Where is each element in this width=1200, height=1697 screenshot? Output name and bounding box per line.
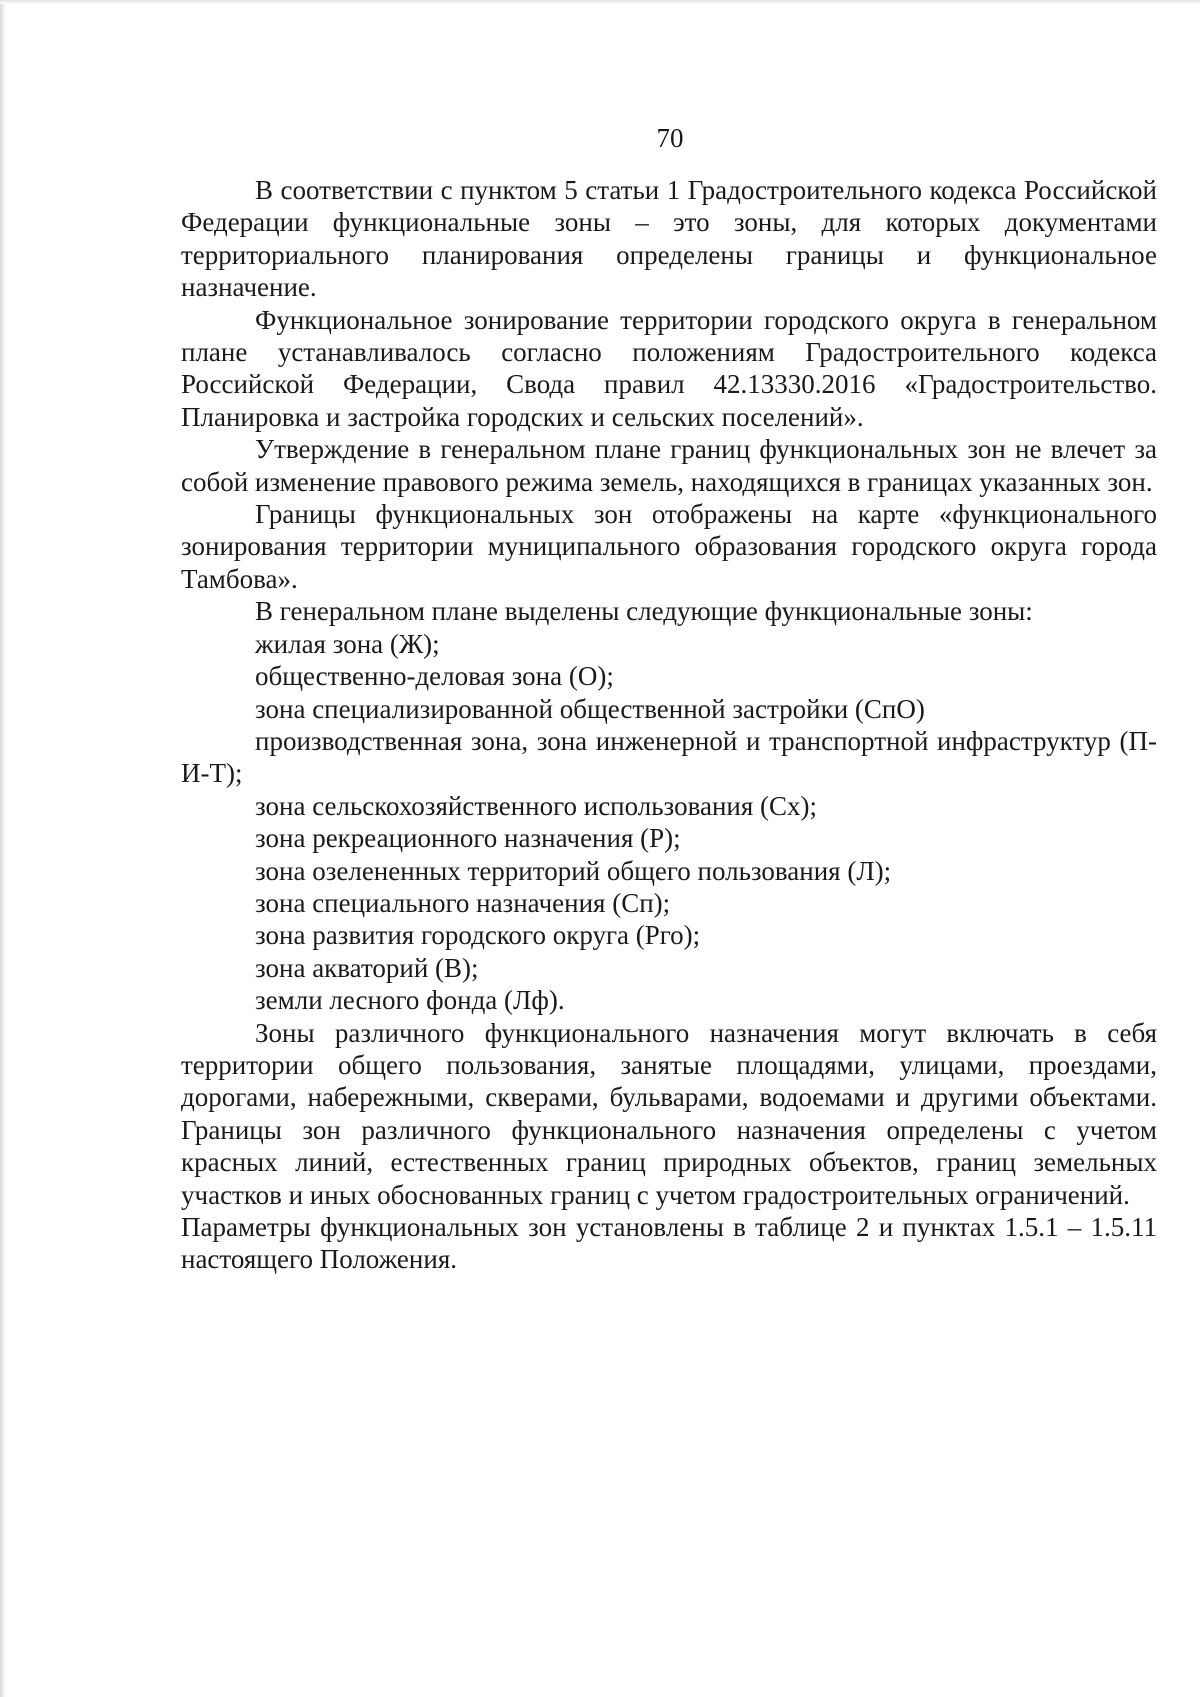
paragraph-map-reference: Границы функциональных зон отображены на карте «функционального зонирования территории муниципального образования городского округа города Тамбова». bbox=[181, 499, 1157, 594]
list-item: зона акваторий (В); bbox=[255, 952, 479, 983]
zones-list bbox=[181, 628, 1157, 1017]
list-item: зона специализированной общественной застройки (СпО) bbox=[255, 693, 925, 724]
scan-edge-top bbox=[0, 0, 1200, 4]
list-item: земли лесного фонда (Лф). bbox=[255, 985, 565, 1016]
list-item: жилая зона (Ж); bbox=[255, 628, 440, 659]
paragraph-definition: В соответствии с пунктом 5 статьи 1 Градостроительного кодекса Российской Федерации функциональные зоны – это зоны, для которых документами территориального планирования определены границы и функциональное назначение. bbox=[181, 175, 1157, 303]
page-number: 70 bbox=[656, 123, 684, 153]
list-item: зона развития городского округа (Рго); bbox=[255, 920, 701, 951]
list-item: зона рекреационного назначения (Р); bbox=[255, 823, 681, 854]
paragraph-zone-contents: Зоны различного функционального назначения могут включать в себя территории общего пользования, занятые площадями, улицами, проездами, дорогами, набережными, скверами, бульварами, водоемами и другими объектами. Границы зон различного функционального назначения определены с учетом красных линий, естественных границ природных объектов, границ земельных участков и иных обоснованных границ с учетом градостроительных ограничений. bbox=[181, 1017, 1157, 1210]
list-item: зона озелененных территорий общего пользования (Л); bbox=[255, 855, 892, 886]
list-item: зона специального назначения (Сп); bbox=[255, 887, 671, 918]
paragraph-zone-parameters: Параметры функциональных зон установлены в таблице 2 и пунктах 1.5.1 – 1.5.11 настоящего Положения. bbox=[181, 1212, 1157, 1275]
document-body bbox=[181, 174, 1157, 1276]
paragraph-zones-intro: В генеральном плане выделены следующие функциональные зоны: bbox=[255, 596, 1033, 627]
scan-edge-left bbox=[0, 0, 6, 1697]
list-item: производственная зона, зона инженерной и транспортной инфраструктур (П-И-Т); bbox=[181, 725, 1157, 789]
list-item: общественно-деловая зона (О); bbox=[255, 661, 614, 692]
paragraph-zoning-basis: Функциональное зонирование территории городского округа в генеральном плане устанавливалось согласно положениям Градостроительного кодекса Российской Федерации, Свода правил 42.13330.2016 «Градостроительство. Планировка и застройка городских и сельских поселений». bbox=[181, 304, 1157, 432]
paragraph-legal-regime: Утверждение в генеральном плане границ функциональных зон не влечет за собой изменение правового режима земель, находящихся в границах указанных зон. bbox=[181, 434, 1157, 497]
list-item: зона сельскохозяйственного использования (Сх); bbox=[255, 790, 818, 821]
